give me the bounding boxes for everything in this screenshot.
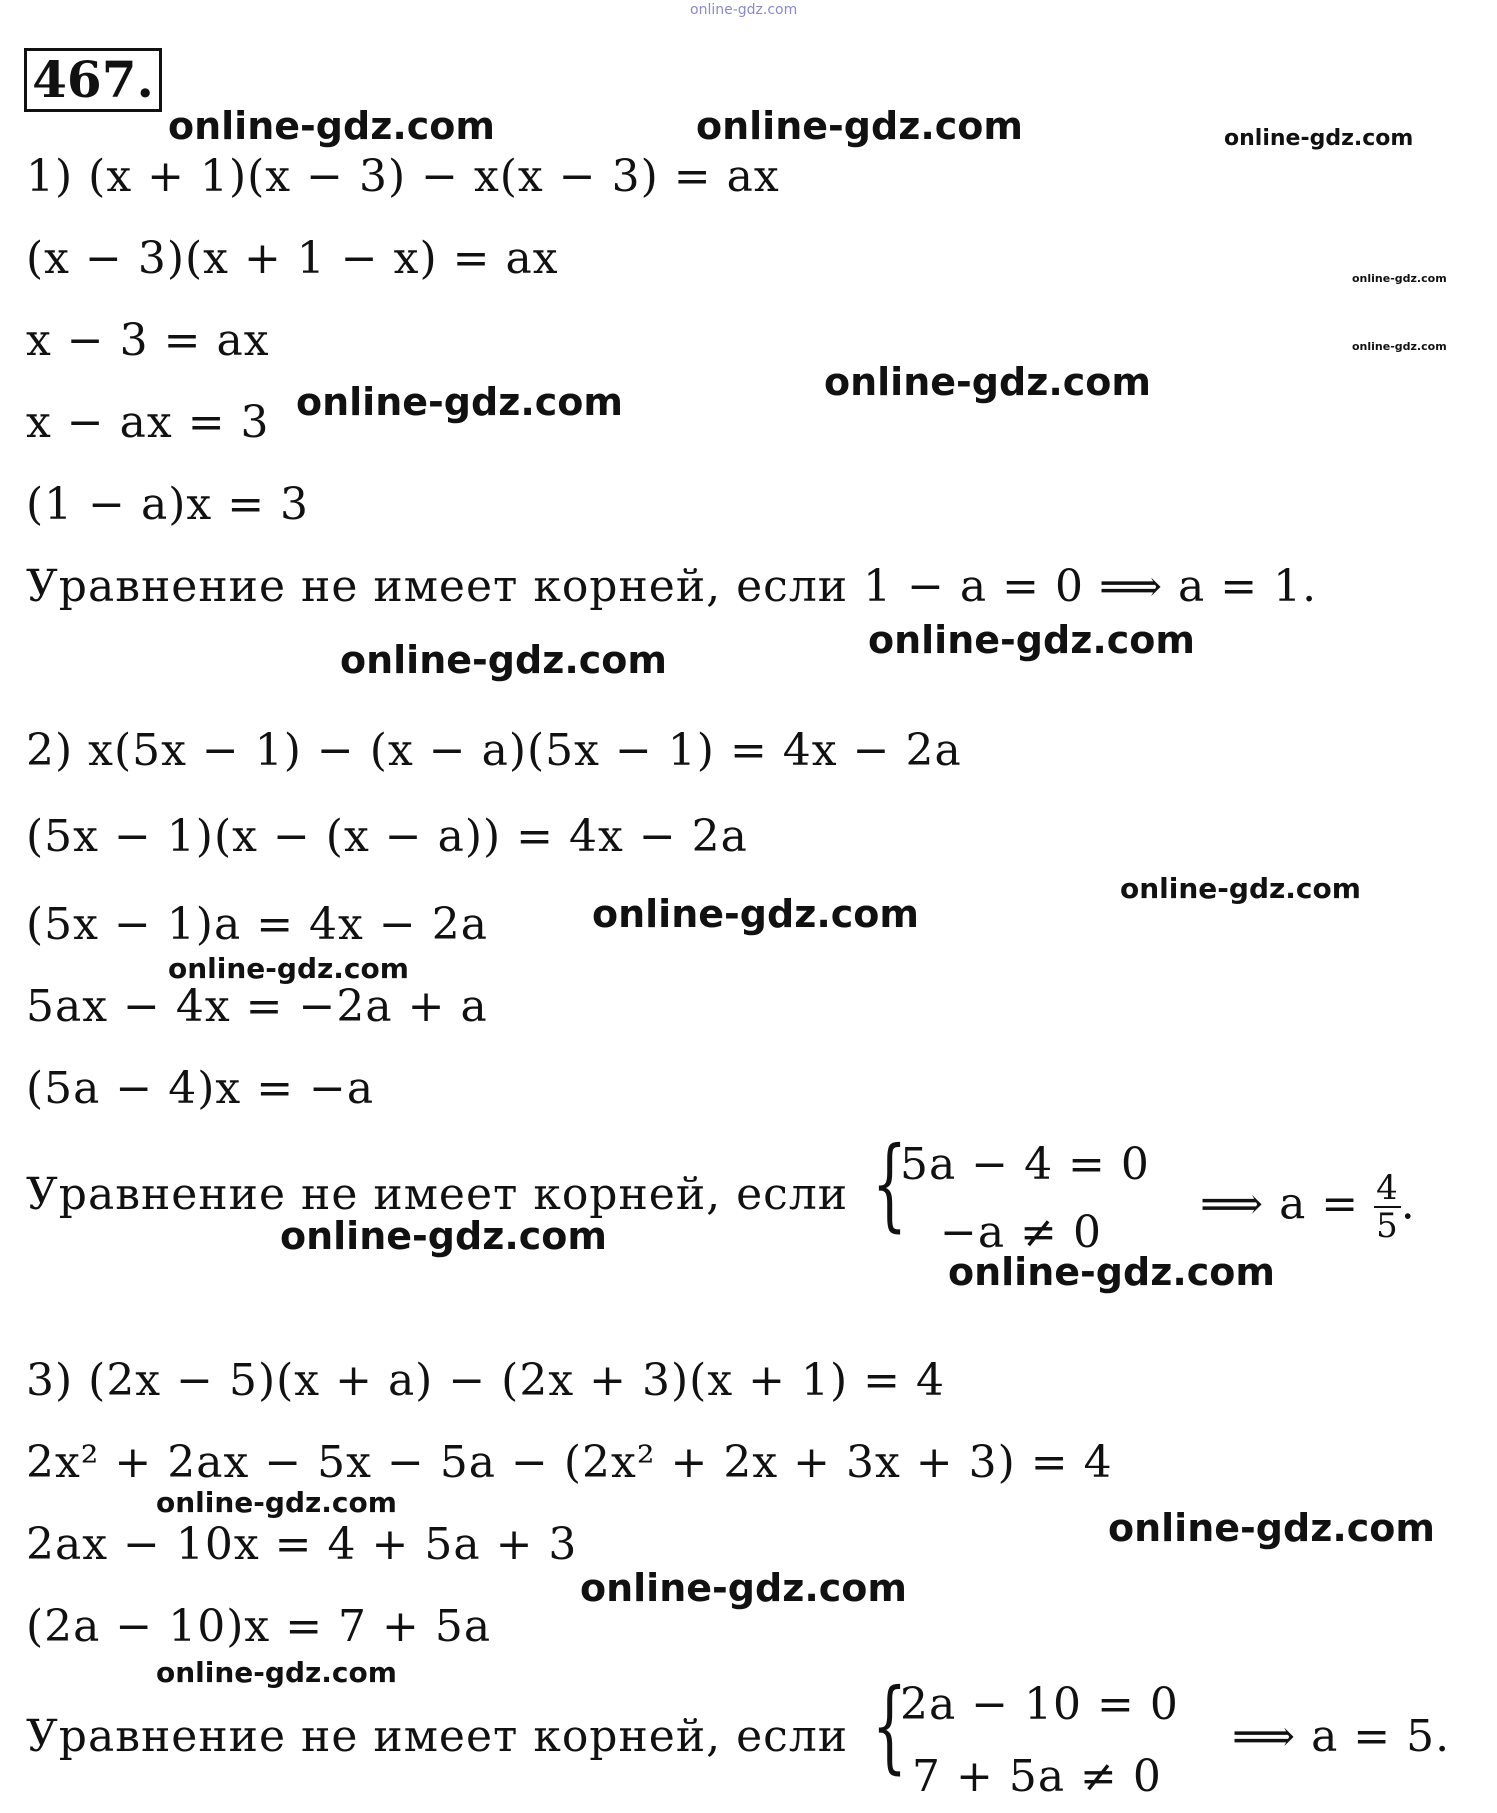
part1-line-1: 1) (x + 1)(x − 3) − x(x − 3) = ax	[26, 151, 780, 202]
part3-line-1: 3) (2x − 5)(x + a) − (2x + 3)(x + 1) = 4	[26, 1355, 945, 1406]
watermark: online-gdz.com	[948, 1250, 1275, 1294]
part2-system-brace: {	[872, 1125, 907, 1242]
part3-line-3: 2ax − 10x = 4 + 5a + 3	[26, 1519, 578, 1570]
part2-result	[1200, 1170, 1416, 1244]
part2-system-eq-2: −a ≠ 0	[940, 1207, 1102, 1258]
watermark: online-gdz.com	[280, 1214, 607, 1258]
part3-line-2: 2x² + 2ax − 5x − 5a − (2x² + 2x + 3x + 3) = 4	[26, 1437, 1113, 1488]
fraction-denominator: 5	[1376, 1206, 1399, 1246]
fraction-numerator: 4	[1376, 1168, 1399, 1208]
part2-conclusion-text: Уравнение не имеет корней, если	[26, 1169, 849, 1220]
part2-result-prefix: ⟹ a =	[1200, 1178, 1360, 1230]
part2-line-5: (5a − 4)x = −a	[26, 1063, 375, 1114]
part1-line-3: x − 3 = ax	[26, 315, 270, 366]
part3-line-4: (2a − 10)x = 7 + 5a	[26, 1601, 492, 1652]
part2-line-2: (5x − 1)(x − (x − a)) = 4x − 2a	[26, 811, 748, 862]
watermark: online-gdz.com	[296, 380, 623, 424]
watermark: online-gdz.com	[1352, 272, 1447, 285]
watermark: online-gdz.com	[168, 104, 495, 148]
watermark: online-gdz.com	[1352, 340, 1447, 353]
part3-system-brace: {	[872, 1667, 907, 1784]
part3-conclusion-text: Уравнение не имеет корней, если	[26, 1711, 849, 1762]
part3-system-eq-1: 2a − 10 = 0	[900, 1679, 1179, 1730]
part2-line-1: 2) x(5x − 1) − (x − a)(5x − 1) = 4x − 2a	[26, 725, 962, 776]
watermark: online-gdz.com	[156, 1656, 397, 1689]
watermark: online-gdz.com	[580, 1566, 907, 1610]
watermark: online-gdz.com	[592, 892, 919, 936]
part1-line-2: (x − 3)(x + 1 − x) = ax	[26, 233, 559, 284]
watermark: online-gdz.com	[156, 1486, 397, 1519]
part1-line-5: (1 − a)x = 3	[26, 479, 310, 530]
problem-number: 467.	[24, 48, 162, 112]
part2-line-3: (5x − 1)a = 4x − 2a	[26, 899, 488, 950]
watermark: online-gdz.com	[1120, 872, 1361, 905]
part1-line-4: x − ax = 3	[26, 397, 270, 448]
watermark: online-gdz.com	[1224, 126, 1414, 151]
part2-line-4: 5ax − 4x = −2a + a	[26, 981, 488, 1032]
watermark: online-gdz.com	[868, 618, 1195, 662]
part3-system-eq-2: 7 + 5a ≠ 0	[912, 1751, 1162, 1802]
part3-result: ⟹ a = 5.	[1232, 1711, 1451, 1762]
part1-conclusion: Уравнение не имеет корней, если 1 − a = 0 ⟹ a = 1.	[26, 561, 1318, 612]
watermark: online-gdz.com	[168, 952, 409, 985]
watermark: online-gdz.com	[696, 104, 1023, 148]
watermark: online-gdz.com	[1108, 1506, 1435, 1550]
header-watermark: online-gdz.com	[690, 2, 798, 18]
watermark: online-gdz.com	[340, 638, 667, 682]
part2-result-suffix: .	[1400, 1178, 1416, 1230]
part2-result-fraction	[1374, 1170, 1401, 1244]
watermark: online-gdz.com	[824, 360, 1151, 404]
part2-system-eq-1: 5a − 4 = 0	[900, 1139, 1150, 1190]
